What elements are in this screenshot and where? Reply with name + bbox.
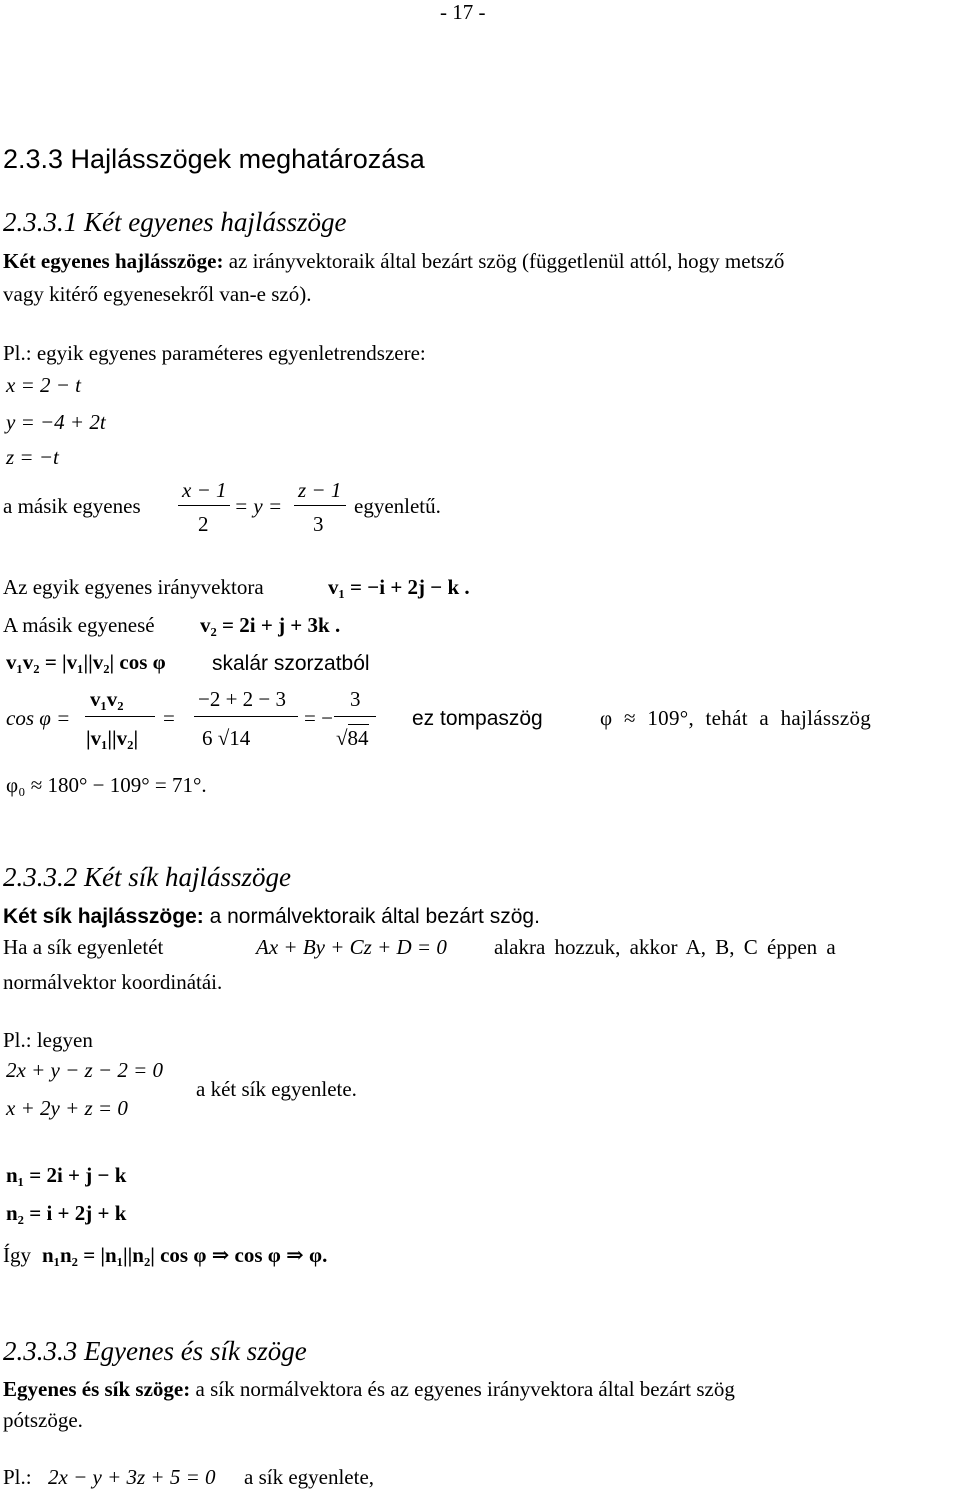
line-plane-example-equation: 2x − y + 3z + 5 = 0	[48, 1465, 216, 1489]
phi0-result: φ₀ ≈ 180° − 109° = 71°.	[6, 773, 207, 797]
cos-fraction-bar-1	[85, 716, 155, 717]
fraction-numerator-2: z − 1	[298, 478, 342, 502]
cos-denominator-3-radicand: 84	[347, 726, 369, 750]
section-heading: 2.3.3 Hajlásszögek meghatározása	[3, 144, 425, 174]
direction-vector-2-formula: v₂ = 2i + j + 3k .	[200, 613, 341, 637]
dot-product-formula: v₁v₂ = |v₁||v₂| cos φ	[6, 650, 166, 674]
plane-definition-text: a normálvektoraik által bezárt szög.	[203, 905, 540, 928]
definition-text-cont: vagy kitérő egyenesekről van-e szó).	[3, 282, 312, 306]
normal-vector-1: n₁ = 2i + j − k	[6, 1163, 127, 1187]
subsection-title-line-plane: 2.3.3.3 Egyenes és sík szöge	[3, 1336, 307, 1366]
cos-result-text: ez tompaszög	[412, 707, 543, 730]
cos-lhs: cos φ =	[6, 706, 71, 730]
line-plane-definition-term: Egyenes és sík szöge:	[3, 1377, 191, 1401]
plane-equation-2: x + 2y + z = 0	[6, 1096, 128, 1120]
subsection-title-planes: 2.3.3.2 Két sík hajlásszöge	[3, 862, 291, 892]
plane-equations-text: a két sík egyenlete.	[196, 1077, 357, 1101]
plane-line2: normálvektor koordinátái.	[3, 970, 223, 994]
cos-angle-result: φ ≈ 109°, tehát a hajlásszög	[600, 706, 872, 730]
example-intro: Pl.: egyik egyenes paraméteres egyenletrendszere:	[3, 341, 426, 365]
line-plane-example-suffix: a sík egyenlete,	[244, 1465, 375, 1489]
other-line-prefix: a másik egyenes	[3, 494, 141, 518]
param-equation-x: x = 2 − t	[6, 373, 81, 397]
cos-fraction-bar-2	[194, 716, 298, 717]
fraction-bar-2	[294, 505, 346, 506]
param-equation-y: y = −4 + 2t	[6, 410, 106, 434]
cos-denominator-3: √84	[336, 726, 369, 750]
plane-example-intro: Pl.: legyen	[3, 1028, 93, 1052]
line-plane-definition	[3, 1379, 735, 1400]
direction-vector-1-formula: v₁ = −i + 2j − k .	[328, 575, 470, 599]
fraction-denominator-2: 3	[313, 512, 324, 536]
cos-numerator-2: −2 + 2 − 3	[198, 687, 287, 711]
line-plane-definition-cont: pótszöge.	[3, 1408, 83, 1432]
plane-equation-1: 2x + y − z − 2 = 0	[6, 1058, 163, 1082]
definition-text: az irányvektoraik által bezárt szög (függetlenül attól, hogy metsző	[223, 249, 785, 273]
plane-definition-term: Két sík hajlásszöge:	[3, 905, 204, 928]
cos-numerator-3: 3	[350, 687, 361, 711]
plane-definition	[3, 906, 540, 927]
plane-general-equation: Ax + By + Cz + D = 0	[256, 935, 447, 959]
equals-sign-1: =	[163, 706, 175, 730]
plane-line1-a: Ha a sík egyenletét	[3, 935, 164, 959]
cos-fraction-bar-3	[334, 716, 376, 717]
igy-label: Így	[3, 1243, 31, 1267]
dot-product-text: skalár szorzatból	[212, 652, 370, 675]
subsection-title-lines: 2.3.3.1 Két egyenes hajlásszöge	[3, 207, 347, 237]
fraction-numerator-1: x − 1	[182, 478, 227, 502]
other-line-suffix: egyenletű.	[354, 494, 441, 518]
direction-vector-1-text: Az egyik egyenes irányvektora	[3, 575, 264, 599]
fraction-bar-1	[178, 505, 230, 506]
cos-numerator-1: v₁v₂	[90, 687, 124, 711]
igy-formula: n₁n₂ = |n₁||n₂| cos φ ⇒ cos φ ⇒ φ.	[42, 1243, 328, 1267]
definition-lines	[3, 251, 784, 272]
plane-line1-b: alakra hozzuk, akkor A, B, C éppen a	[494, 935, 836, 959]
normal-vector-2: n₂ = i + 2j + k	[6, 1201, 127, 1225]
cos-denominator-2: 6 √14	[202, 726, 251, 750]
cos-denominator-1: |v₁||v₂|	[86, 726, 139, 750]
definition-term: Két egyenes hajlásszöge:	[3, 249, 224, 273]
page-number: - 17 -	[440, 0, 486, 24]
param-equation-z: z = −t	[6, 445, 59, 469]
equals-y: = y =	[234, 494, 283, 518]
equals-minus: = −	[304, 706, 333, 730]
line-plane-example-prefix: Pl.:	[3, 1465, 32, 1489]
line-plane-definition-text: a sík normálvektora és az egyenes irányvektora által bezárt szög	[190, 1377, 735, 1401]
direction-vector-2-text: A másik egyenesé	[3, 613, 155, 637]
fraction-denominator-1: 2	[198, 512, 209, 536]
